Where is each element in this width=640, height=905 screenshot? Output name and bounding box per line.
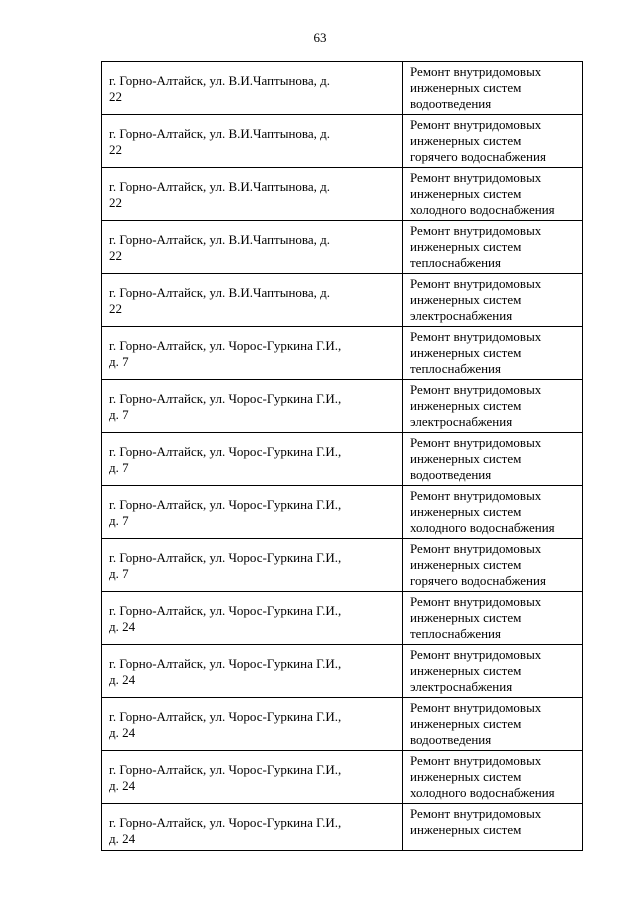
address-line: г. Горно-Алтайск, ул. Чорос-Гуркина Г.И., bbox=[109, 815, 342, 830]
work-type-line: водоотведения bbox=[410, 467, 492, 482]
address-line: д. 7 bbox=[109, 460, 129, 475]
table-row bbox=[102, 168, 583, 221]
work-type-cell bbox=[403, 539, 583, 592]
work-type-line: инженерных систем bbox=[410, 80, 522, 95]
work-type-cell bbox=[403, 592, 583, 645]
work-type-line: теплоснабжения bbox=[410, 361, 501, 376]
work-type-line: Ремонт внутридомовых bbox=[410, 806, 542, 821]
table-body bbox=[102, 62, 583, 851]
address-line: г. Горно-Алтайск, ул. Чорос-Гуркина Г.И., bbox=[109, 338, 342, 353]
work-type-line: инженерных систем bbox=[410, 769, 522, 784]
work-type-cell bbox=[403, 221, 583, 274]
work-type-cell bbox=[403, 115, 583, 168]
table-row bbox=[102, 380, 583, 433]
work-type-line: инженерных систем bbox=[410, 292, 522, 307]
work-type-line: Ремонт внутридомовых bbox=[410, 435, 542, 450]
address-line: г. Горно-Алтайск, ул. Чорос-Гуркина Г.И., bbox=[109, 603, 342, 618]
table-row bbox=[102, 327, 583, 380]
address-cell bbox=[102, 645, 403, 698]
address-cell bbox=[102, 274, 403, 327]
work-type-cell bbox=[403, 62, 583, 115]
address-cell bbox=[102, 380, 403, 433]
work-type-cell bbox=[403, 327, 583, 380]
work-type-line: теплоснабжения bbox=[410, 255, 501, 270]
work-type-line: Ремонт внутридомовых bbox=[410, 594, 542, 609]
address-line: д. 7 bbox=[109, 354, 129, 369]
address-line: 22 bbox=[109, 142, 122, 157]
table-row bbox=[102, 804, 583, 851]
work-type-line: Ремонт внутридомовых bbox=[410, 382, 542, 397]
address-cell bbox=[102, 221, 403, 274]
address-line: г. Горно-Алтайск, ул. Чорос-Гуркина Г.И., bbox=[109, 550, 342, 565]
work-type-line: Ремонт внутридомовых bbox=[410, 647, 542, 662]
work-type-line: Ремонт внутридомовых bbox=[410, 329, 542, 344]
work-type-line: инженерных систем bbox=[410, 186, 522, 201]
table-row bbox=[102, 486, 583, 539]
address-cell bbox=[102, 539, 403, 592]
work-type-line: холодного водоснабжения bbox=[410, 520, 555, 535]
work-type-cell bbox=[403, 433, 583, 486]
address-line: г. Горно-Алтайск, ул. Чорос-Гуркина Г.И., bbox=[109, 391, 342, 406]
address-line: г. Горно-Алтайск, ул. Чорос-Гуркина Г.И., bbox=[109, 656, 342, 671]
table-row bbox=[102, 433, 583, 486]
address-line: г. Горно-Алтайск, ул. В.И.Чаптынова, д. bbox=[109, 126, 331, 141]
work-type-cell bbox=[403, 804, 583, 851]
address-cell bbox=[102, 168, 403, 221]
address-cell bbox=[102, 115, 403, 168]
work-type-line: теплоснабжения bbox=[410, 626, 501, 641]
work-type-line: горячего водоснабжения bbox=[410, 149, 546, 164]
work-type-line: инженерных систем bbox=[410, 663, 522, 678]
table-row bbox=[102, 62, 583, 115]
address-line: д. 7 bbox=[109, 407, 129, 422]
address-line: д. 24 bbox=[109, 619, 136, 634]
address-line: г. Горно-Алтайск, ул. В.И.Чаптынова, д. bbox=[109, 285, 331, 300]
work-type-line: Ремонт внутридомовых bbox=[410, 223, 542, 238]
work-type-cell bbox=[403, 751, 583, 804]
work-type-line: Ремонт внутридомовых bbox=[410, 170, 542, 185]
address-cell bbox=[102, 592, 403, 645]
address-line: г. Горно-Алтайск, ул. Чорос-Гуркина Г.И., bbox=[109, 762, 342, 777]
address-line: д. 24 bbox=[109, 725, 136, 740]
table-row bbox=[102, 592, 583, 645]
work-type-line: водоотведения bbox=[410, 96, 492, 111]
address-line: г. Горно-Алтайск, ул. Чорос-Гуркина Г.И., bbox=[109, 497, 342, 512]
address-cell bbox=[102, 804, 403, 851]
work-type-cell bbox=[403, 698, 583, 751]
address-line: г. Горно-Алтайск, ул. В.И.Чаптынова, д. bbox=[109, 73, 331, 88]
address-line: д. 24 bbox=[109, 778, 136, 793]
table-row bbox=[102, 539, 583, 592]
table-row bbox=[102, 698, 583, 751]
work-type-line: холодного водоснабжения bbox=[410, 202, 555, 217]
address-cell bbox=[102, 433, 403, 486]
address-cell bbox=[102, 698, 403, 751]
work-type-line: Ремонт внутридомовых bbox=[410, 488, 542, 503]
address-line: г. Горно-Алтайск, ул. Чорос-Гуркина Г.И., bbox=[109, 444, 342, 459]
work-type-line: инженерных систем bbox=[410, 451, 522, 466]
address-line: д. 24 bbox=[109, 672, 136, 687]
work-type-line: инженерных систем bbox=[410, 133, 522, 148]
work-type-line: горячего водоснабжения bbox=[410, 573, 546, 588]
address-line: г. Горно-Алтайск, ул. В.И.Чаптынова, д. bbox=[109, 179, 331, 194]
address-line: 22 bbox=[109, 89, 122, 104]
work-type-line: электроснабжения bbox=[410, 414, 513, 429]
work-type-cell bbox=[403, 380, 583, 433]
work-type-line: холодного водоснабжения bbox=[410, 785, 555, 800]
table-row bbox=[102, 115, 583, 168]
work-type-line: инженерных систем bbox=[410, 504, 522, 519]
works-table bbox=[101, 61, 583, 851]
address-cell bbox=[102, 751, 403, 804]
work-type-cell bbox=[403, 168, 583, 221]
work-type-line: Ремонт внутридомовых bbox=[410, 700, 542, 715]
address-line: 22 bbox=[109, 248, 122, 263]
table-row bbox=[102, 221, 583, 274]
work-type-line: Ремонт внутридомовых bbox=[410, 753, 542, 768]
address-line: 22 bbox=[109, 195, 122, 210]
work-type-line: инженерных систем bbox=[410, 557, 522, 572]
work-type-line: водоотведения bbox=[410, 732, 492, 747]
address-cell bbox=[102, 327, 403, 380]
work-type-line: Ремонт внутридомовых bbox=[410, 117, 542, 132]
work-type-line: инженерных систем bbox=[410, 822, 522, 837]
address-line: д. 7 bbox=[109, 566, 129, 581]
address-line: д. 24 bbox=[109, 831, 136, 846]
work-type-cell bbox=[403, 645, 583, 698]
work-type-line: инженерных систем bbox=[410, 345, 522, 360]
work-type-line: Ремонт внутридомовых bbox=[410, 276, 542, 291]
work-type-cell bbox=[403, 486, 583, 539]
work-type-line: Ремонт внутридомовых bbox=[410, 541, 542, 556]
work-type-line: Ремонт внутридомовых bbox=[410, 64, 542, 79]
address-line: 22 bbox=[109, 301, 122, 316]
address-line: г. Горно-Алтайск, ул. Чорос-Гуркина Г.И., bbox=[109, 709, 342, 724]
address-cell bbox=[102, 62, 403, 115]
address-line: д. 7 bbox=[109, 513, 129, 528]
table-row bbox=[102, 274, 583, 327]
address-line: г. Горно-Алтайск, ул. В.И.Чаптынова, д. bbox=[109, 232, 331, 247]
work-type-line: электроснабжения bbox=[410, 679, 513, 694]
work-type-cell bbox=[403, 274, 583, 327]
work-type-line: электроснабжения bbox=[410, 308, 513, 323]
page-number: 63 bbox=[313, 30, 327, 45]
work-type-line: инженерных систем bbox=[410, 398, 522, 413]
work-type-line: инженерных систем bbox=[410, 239, 522, 254]
work-type-line: инженерных систем bbox=[410, 716, 522, 731]
table-row bbox=[102, 645, 583, 698]
address-cell bbox=[102, 486, 403, 539]
table-row bbox=[102, 751, 583, 804]
work-type-line: инженерных систем bbox=[410, 610, 522, 625]
